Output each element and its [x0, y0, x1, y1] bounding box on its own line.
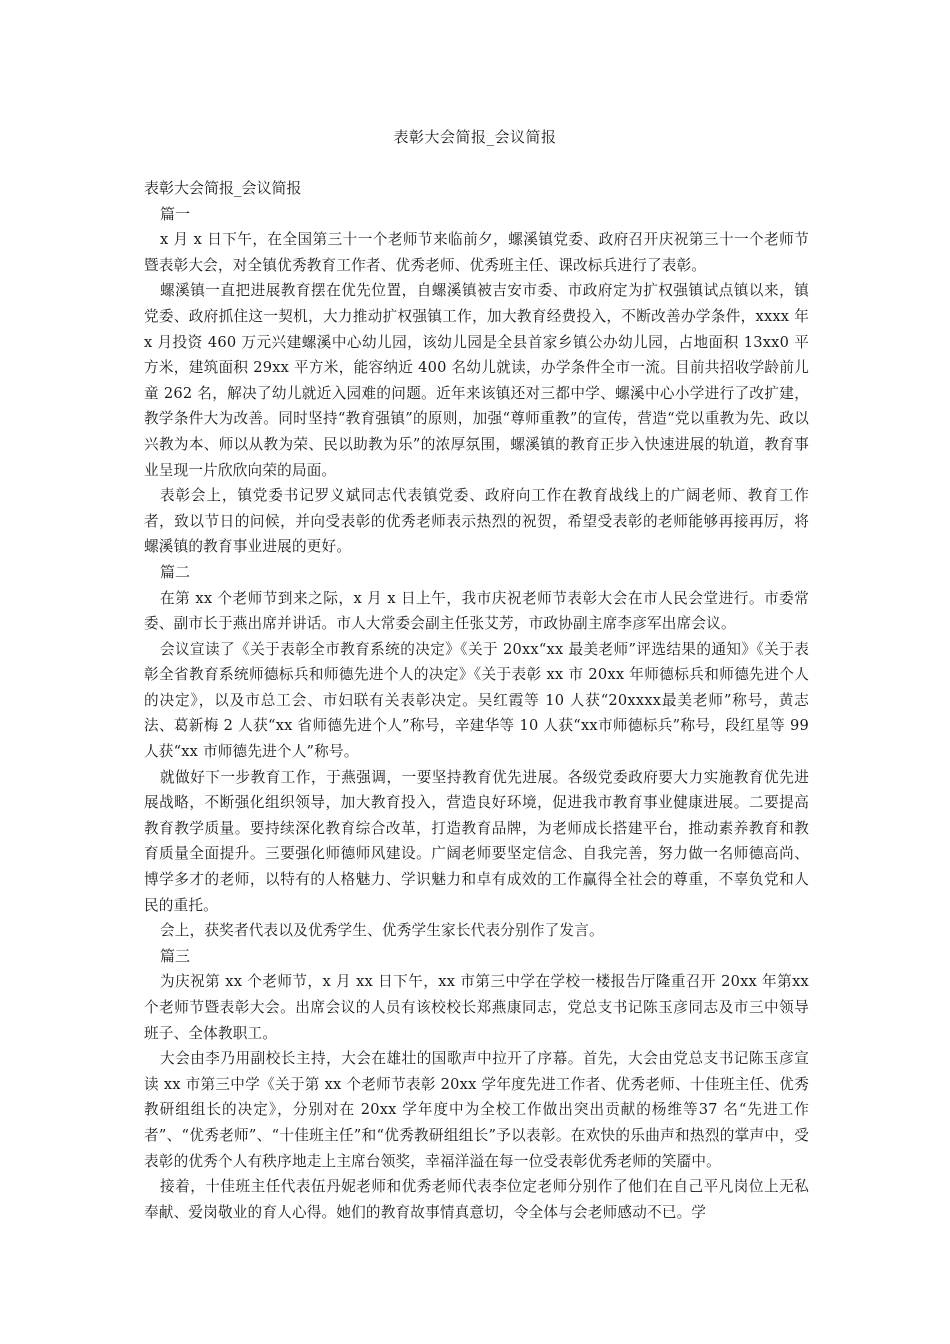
paragraph: 大会由李乃用副校长主持，大会在雄壮的国歌声中拉开了序幕。首先，大会由党总支书记陈玉彦宣读 xx 市第三中学《关于第 xx 个老师节表彰 20xx 学年度先进工作者、优秀老师、十佳班主任、优秀教研组组长的决定》，分别对在 20xx 学年度中为全校工作做出突出贡献的杨维等37 名“先进工作者”、“优秀老师”、“十佳班主任”和“优秀教研组组长”予以表彰。在欢快的乐曲声和热烈的掌声中，受表彰的优秀个人有秩序地走上主席台领奖，幸福洋溢在每一位受表彰优秀老师的笑靥中。 — [144, 1050, 809, 1170]
section-label-1: 篇一 — [160, 204, 191, 223]
paragraph: 接着，十佳班主任代表伍丹妮老师和优秀老师代表李位定老师分别作了他们在自己平凡岗位上无私奉献、爱岗敬业的育人心得。她们的教育故事情真意切，令全体与会老师感动不已。学 — [144, 1178, 809, 1221]
section-label-2: 篇二 — [160, 562, 191, 581]
document-heading: 表彰大会简报_会议简报 — [144, 179, 302, 197]
paragraph: 在第 xx 个老师节到来之际，x 月 x 日上午，我市庆祝老师节表彰大会在市人民会堂进行。市委常委、副市长于燕出席并讲话。市人大常委会副主任张艾芳，市政协副主席李彦军出席会议。 — [144, 589, 809, 633]
paragraph: 就做好下一步教育工作，于燕强调，一要坚持教育优先进展。各级党委政府要大力实施教育优先进展战略，不断强化组织领导，加大教育投入，营造良好环境，促进我市教育事业健康进展。二要提高教育教学质量。要持续深化教育综合改革，打造教育品牌，为老师成长搭建平台，推动素养教育和教育质量全面提升。三要强化师德师风建设。广阔老师要坚定信念、自我完善，努力做一名师德高尚、博学多才的老师，以特有的人格魅力、学识魅力和卓有成效的工作赢得全社会的尊重，不辜负党和人民的重托。 — [144, 768, 809, 914]
section-label-3: 篇三 — [160, 946, 191, 965]
paragraph: 螺溪镇一直把进展教育摆在优先位置，自螺溪镇被吉安市委、市政府定为扩权强镇试点镇以来，镇党委、政府抓住这一契机，大力推动扩权强镇工作，加大教育经费投入，不断改善办学条件，xxxx 年 x 月投资 460 万元兴建螺溪中心幼儿园，该幼儿园是全县首家乡镇公办幼儿园，占地面积 13xx0 平方米，建筑面积 29xx 平方米，能容纳近 400 名幼儿就读，办学条件全市一流。目前共招收学龄前儿童 262 名，解决了幼儿就近入园难的问题。近年来该镇还对三都中学、螺溪中心小学进行了改扩建，教学条件大为改善。同时坚持“教育强镇”的原则，加强“尊师重教”的宣传，营造“党以重教为先、政以兴教为本、师以从教为荣、民以助教为乐”的浓厚氛围，螺溪镇的教育正步入快速进展的轨道，教育事业呈现一片欣欣向荣的局面。 — [144, 282, 809, 479]
document-body — [144, 176, 809, 1225]
paragraph: x 月 x 日下午，在全国第三十一个老师节来临前夕，螺溪镇党委、政府召开庆祝第三十一个老师节暨表彰大会，对全镇优秀教育工作者、优秀老师、优秀班主任、课改标兵进行了表彰。 — [144, 231, 809, 274]
paragraph: 会议宣读了《关于表彰全市教育系统的决定》《关于 20xx“xx 最美老师”评选结果的通知》《关于表彰全省教育系统师德标兵和师德先进个人的决定》《关于表彰 xx 市 20xx 年师德标兵和师德先进个人的决定》，以及市总工会、市妇联有关表彰决定。吴红霞等 10 人获“20xxxx最美老师”称号，黄志法、葛新梅 2 人获“xx 省师德先进个人”称号，辛建华等 10 人获“xx市师德标兵”称号，段红星等 99 人获“xx 市师德先进个人”称号。 — [144, 640, 809, 761]
paragraph: 为庆祝第 xx 个老师节，x 月 xx 日下午，xx 市第三中学在学校一楼报告厅隆重召开 20xx 年第xx 个老师节暨表彰大会。出席会议的人员有该校校长郑燕康同志，党总支书记陈玉彦同志及市三中领导班子、全体教职工。 — [144, 973, 809, 1042]
paragraph: 表彰会上，镇党委书记罗义斌同志代表镇党委、政府向工作在教育战线上的广阔老师、教育工作者，致以节日的问候，并向受表彰的优秀老师表示热烈的祝贺，希望受表彰的老师能够再接再厉，将螺溪镇的教育事业进展的更好。 — [144, 487, 809, 556]
paragraph: 会上，获奖者代表以及优秀学生、优秀学生家长代表分别作了发言。 — [160, 922, 604, 940]
page-title: 表彰大会简报_会议简报 — [393, 128, 557, 146]
